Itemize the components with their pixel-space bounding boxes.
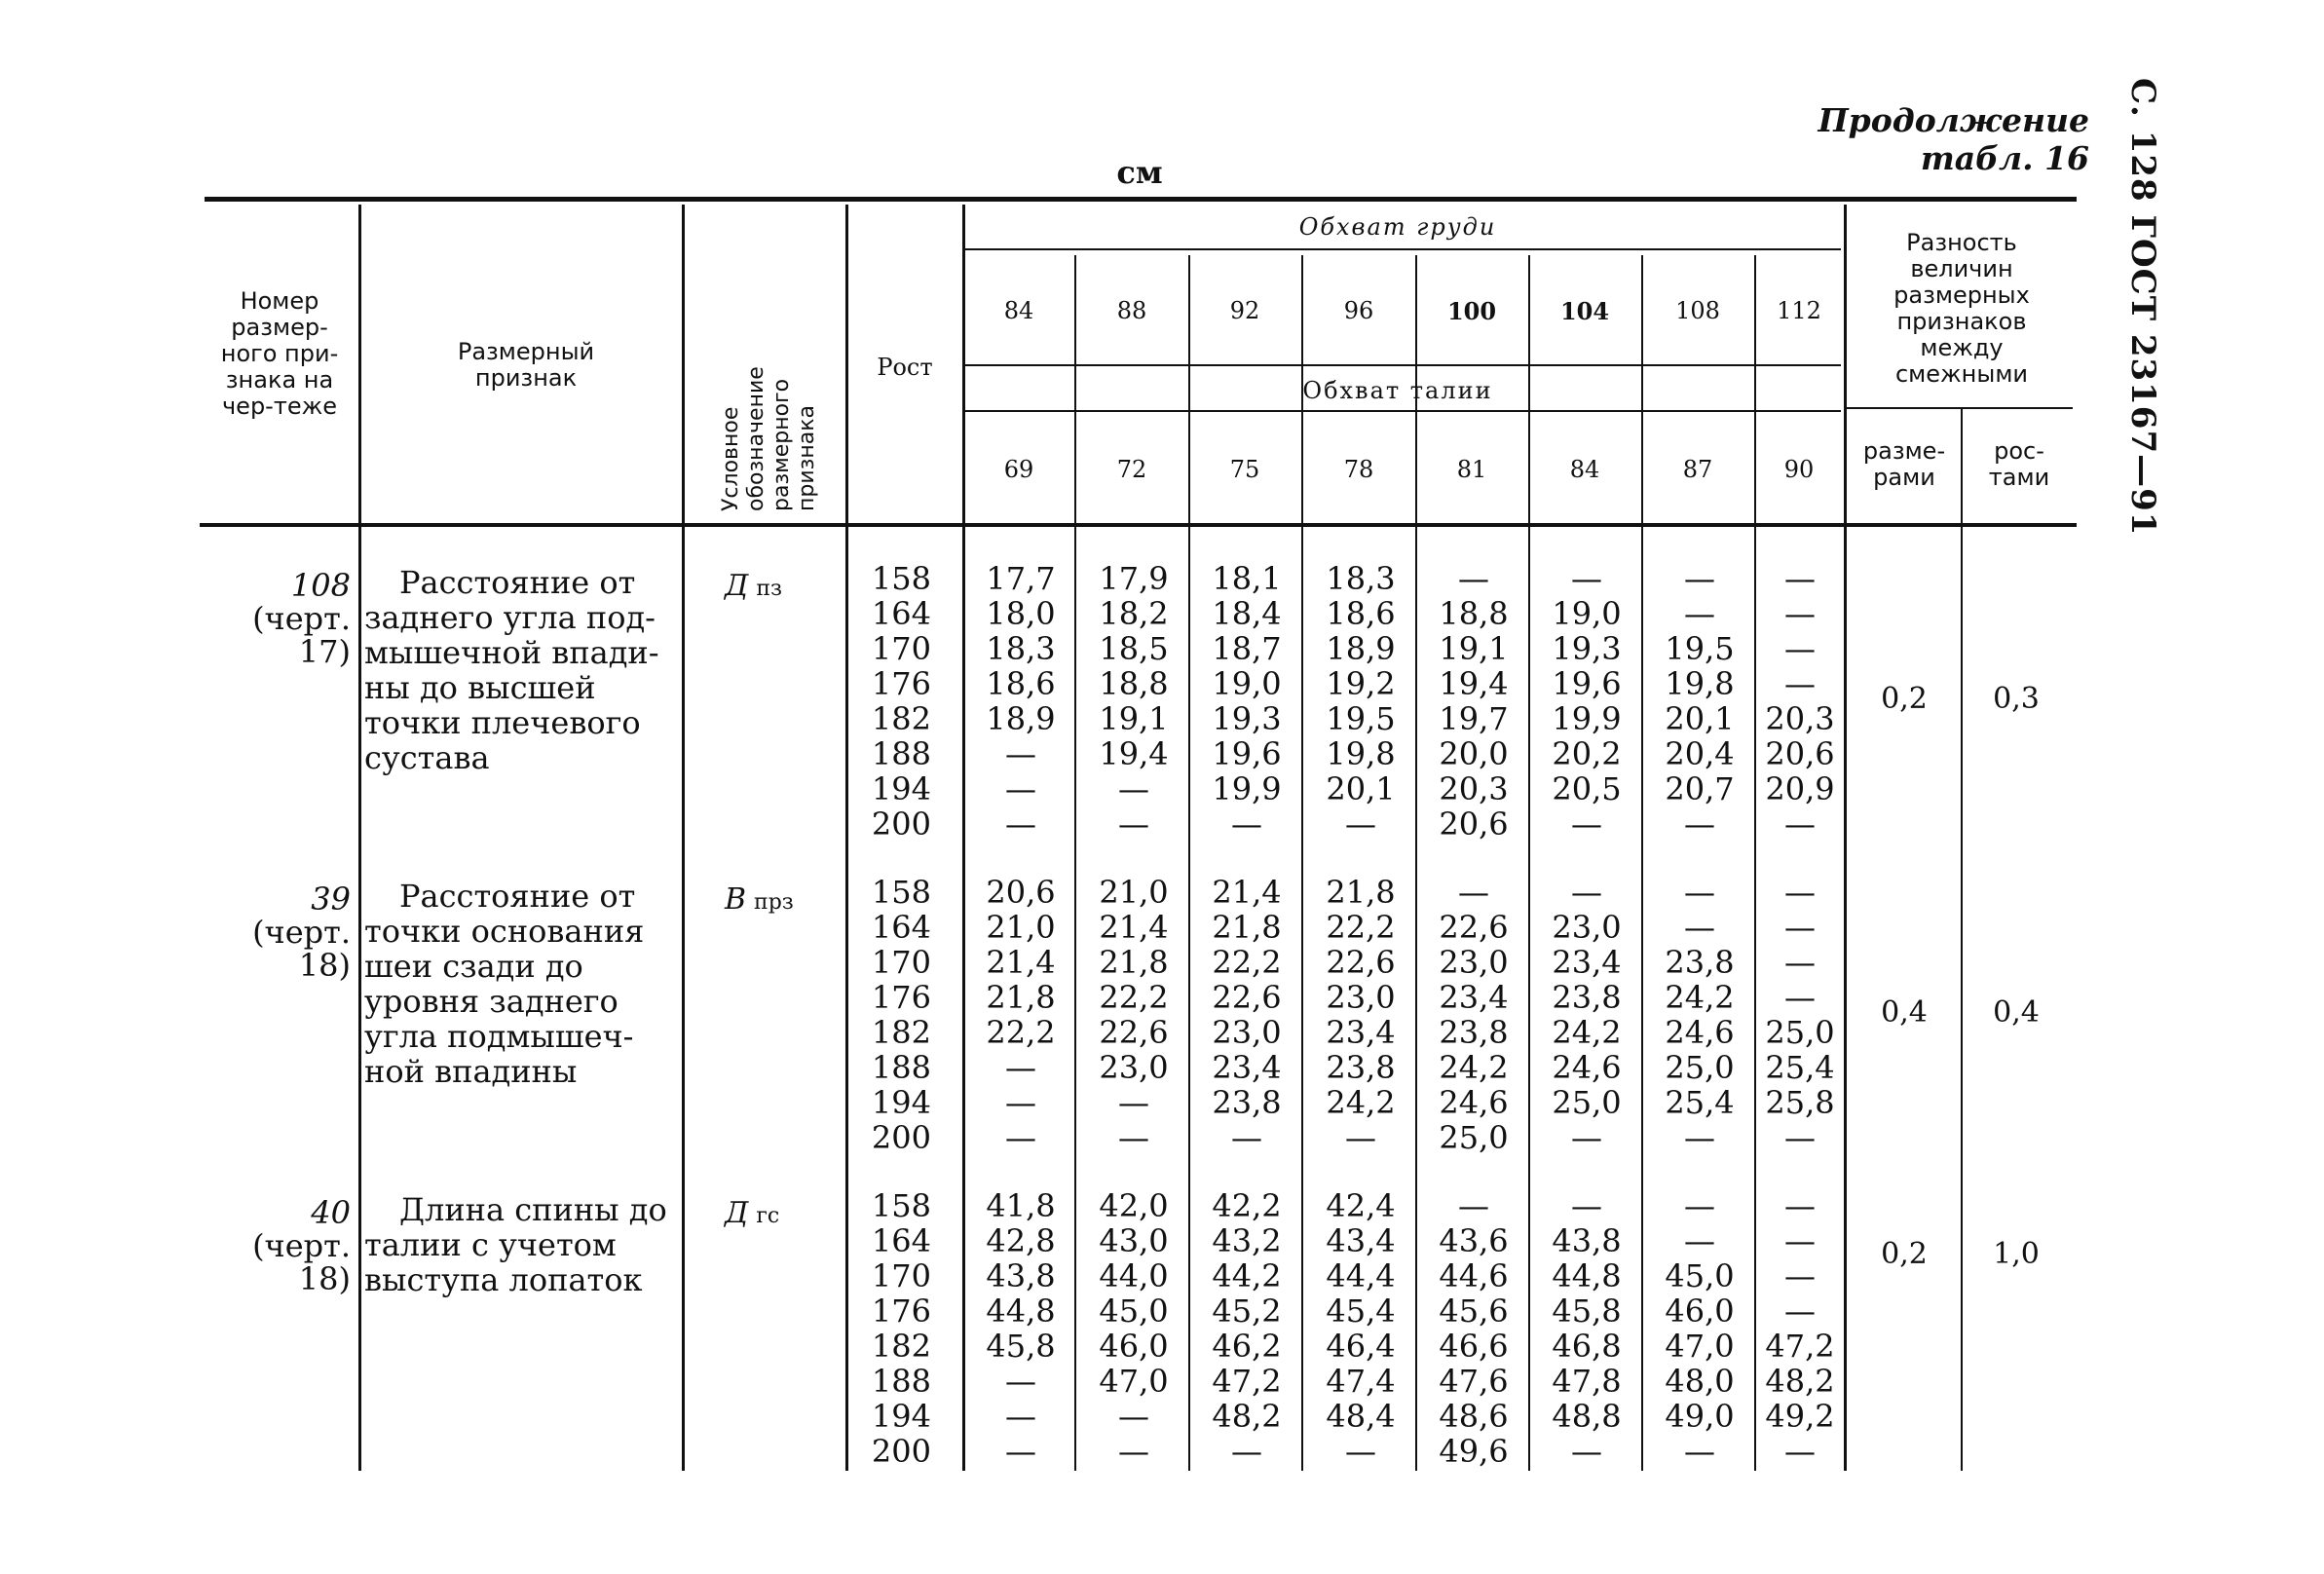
col-divider: [962, 205, 965, 1471]
diff-sizes-value: 0,4: [1881, 995, 1928, 1030]
waist-value: 75: [1229, 456, 1260, 483]
waist-value: 78: [1343, 456, 1374, 483]
row-number: [195, 1196, 351, 1295]
waist-value: 69: [1003, 456, 1034, 483]
waist-value: 90: [1783, 456, 1815, 483]
value-column: — 43,6 44,6 45,6 46,6 47,6 48,6 49,6: [1439, 1187, 1509, 1470]
diff-heights-value: 0,4: [1993, 995, 2040, 1030]
row-number-value: 40: [311, 1194, 351, 1231]
chest-value: 100: [1446, 297, 1497, 325]
row-heights: 158 164 170 176 182 188 194 200: [871, 560, 931, 843]
header-bottom-rule: [200, 523, 2077, 527]
value-column: — — 19,5 19,8 20,1 20,4 20,7 —: [1665, 560, 1735, 843]
value-column: — 19,0 19,3 19,6 19,9 20,2 20,5 —: [1552, 560, 1622, 843]
unit-label: см: [1116, 154, 1163, 191]
value-column: 18,3 18,6 18,9 19,2 19,5 19,8 20,1 —: [1326, 560, 1396, 843]
row-number-value: 39: [311, 881, 351, 918]
row-number: [195, 882, 351, 982]
row-number: [195, 569, 351, 668]
symbol-letter: В: [725, 882, 747, 917]
value-column: — 22,6 23,0 23,4 23,8 24,2 24,6 25,0: [1439, 874, 1509, 1156]
continuation-title: Продолжение табл. 16: [1818, 101, 2089, 177]
value-column: 42,0 43,0 44,0 45,0 46,0 47,0 — —: [1099, 1187, 1169, 1470]
value-column: — 18,8 19,1 19,4 19,7 20,0 20,3 20,6: [1439, 560, 1509, 843]
chest-value: 88: [1116, 297, 1147, 324]
symbol-letter: Д: [725, 1196, 749, 1230]
row-symbol: [725, 882, 794, 917]
value-column: 18,1 18,4 18,7 19,0 19,3 19,6 19,9 —: [1212, 560, 1282, 843]
row-feature: Расстояние от точки основания шеи сзади до уровня заднего угла подмышеч-ной впадины: [364, 878, 645, 1090]
col-divider: [1754, 255, 1756, 1471]
chest-value: 108: [1675, 297, 1720, 324]
header-chest-group: Обхват груди: [1298, 213, 1497, 241]
value-column: — — — — 20,3 20,6 20,9 —: [1765, 560, 1835, 843]
waist-top-rule: [964, 364, 1841, 366]
value-column: 41,8 42,8 43,8 44,8 45,8 — — —: [986, 1187, 1056, 1470]
header-diff-heights: рос-тами: [1988, 437, 2050, 491]
col-divider: [1844, 205, 1847, 1471]
diff-subheader-rule: [1847, 407, 2073, 409]
col-divider: [1415, 255, 1417, 1471]
col-divider: [358, 205, 361, 1471]
table-top-rule: [205, 197, 2077, 202]
waist-value: 84: [1569, 456, 1600, 483]
page-side-label: С. 128 ГОСТ 23167—91: [2123, 78, 2162, 537]
waist-value: 72: [1116, 456, 1147, 483]
col-divider: [1528, 255, 1530, 1471]
waist-value: 87: [1682, 456, 1713, 483]
row-symbol: [725, 1196, 779, 1230]
chest-value: 104: [1559, 297, 1610, 325]
value-column: — 43,8 44,8 45,8 46,8 47,8 48,8 —: [1552, 1187, 1622, 1470]
chest-value: 96: [1343, 297, 1374, 324]
col-divider: [845, 205, 848, 1471]
row-drawing-ref: (черт. 18): [252, 914, 351, 984]
row-number-value: 108: [290, 567, 351, 604]
diff-sizes-value: 0,2: [1881, 1237, 1928, 1271]
col-divider: [1188, 255, 1190, 1471]
waist-value: 81: [1456, 456, 1487, 483]
row-symbol: [725, 569, 782, 603]
diff-sizes-value: 0,2: [1881, 682, 1928, 716]
col-divider: [1961, 409, 1963, 1471]
header-number: Номер размер-ного при-знака на чер-теже: [220, 287, 339, 420]
symbol-letter: Д: [725, 569, 749, 603]
chest-value: 92: [1229, 297, 1260, 324]
header-diff-sizes: разме-рами: [1862, 437, 1946, 491]
value-column: — — — — 25,0 25,4 25,8 —: [1765, 874, 1835, 1156]
value-column: 17,7 18,0 18,3 18,6 18,9 — — —: [986, 560, 1056, 843]
chest-value: 112: [1777, 297, 1821, 324]
header-waist-group: Обхват талии: [1302, 377, 1493, 404]
row-drawing-ref: (черт. 17): [252, 600, 351, 670]
col-divider: [1641, 255, 1643, 1471]
chest-value: 84: [1003, 297, 1034, 324]
col-divider: [1074, 255, 1076, 1471]
row-feature: Расстояние от заднего угла под-мышечной впади-ны до высшей точки плечевого сустава: [364, 564, 659, 776]
symbol-subscript: пз: [756, 577, 783, 601]
value-column: 21,4 21,8 22,2 22,6 23,0 23,4 23,8 —: [1212, 874, 1282, 1156]
value-column: 21,0 21,4 21,8 22,2 22,6 23,0 — —: [1099, 874, 1169, 1156]
header-feature: Размерный признак: [457, 338, 595, 392]
value-column: — — 45,0 46,0 47,0 48,0 49,0 —: [1665, 1187, 1735, 1470]
header-diff: Разность величин размерных признаков между смежными: [1893, 229, 2030, 388]
header-height: Рост: [877, 354, 933, 381]
chest-group-rule: [964, 248, 1841, 250]
row-heights: 158 164 170 176 182 188 194 200: [871, 874, 931, 1156]
value-column: 20,6 21,0 21,4 21,8 22,2 — — —: [986, 874, 1056, 1156]
row-drawing-ref: (черт. 18): [252, 1227, 351, 1297]
value-column: 42,2 43,2 44,2 45,2 46,2 47,2 48,2 —: [1212, 1187, 1282, 1470]
diff-heights-value: 0,3: [1993, 682, 2040, 716]
waist-group-rule: [964, 410, 1841, 412]
diff-heights-value: 1,0: [1993, 1237, 2040, 1271]
value-column: 17,9 18,2 18,5 18,8 19,1 19,4 — —: [1099, 560, 1169, 843]
symbol-subscript: гс: [756, 1204, 780, 1228]
col-divider: [1301, 255, 1303, 1471]
value-column: — 23,0 23,4 23,8 24,2 24,6 25,0 —: [1552, 874, 1622, 1156]
value-column: — — 23,8 24,2 24,6 25,0 25,4 —: [1665, 874, 1735, 1156]
header-symbol: Условное обозначение размерного признака: [719, 366, 819, 511]
row-heights: 158 164 170 176 182 188 194 200: [871, 1187, 931, 1470]
value-column: — — — — 47,2 48,2 49,2 —: [1765, 1187, 1835, 1470]
row-feature: Длина спины до талии с учетом выступа лопаток: [364, 1191, 667, 1298]
value-column: 42,4 43,4 44,4 45,4 46,4 47,4 48,4 —: [1326, 1187, 1396, 1470]
value-column: 21,8 22,2 22,6 23,0 23,4 23,8 24,2 —: [1326, 874, 1396, 1156]
symbol-subscript: прз: [754, 890, 794, 915]
